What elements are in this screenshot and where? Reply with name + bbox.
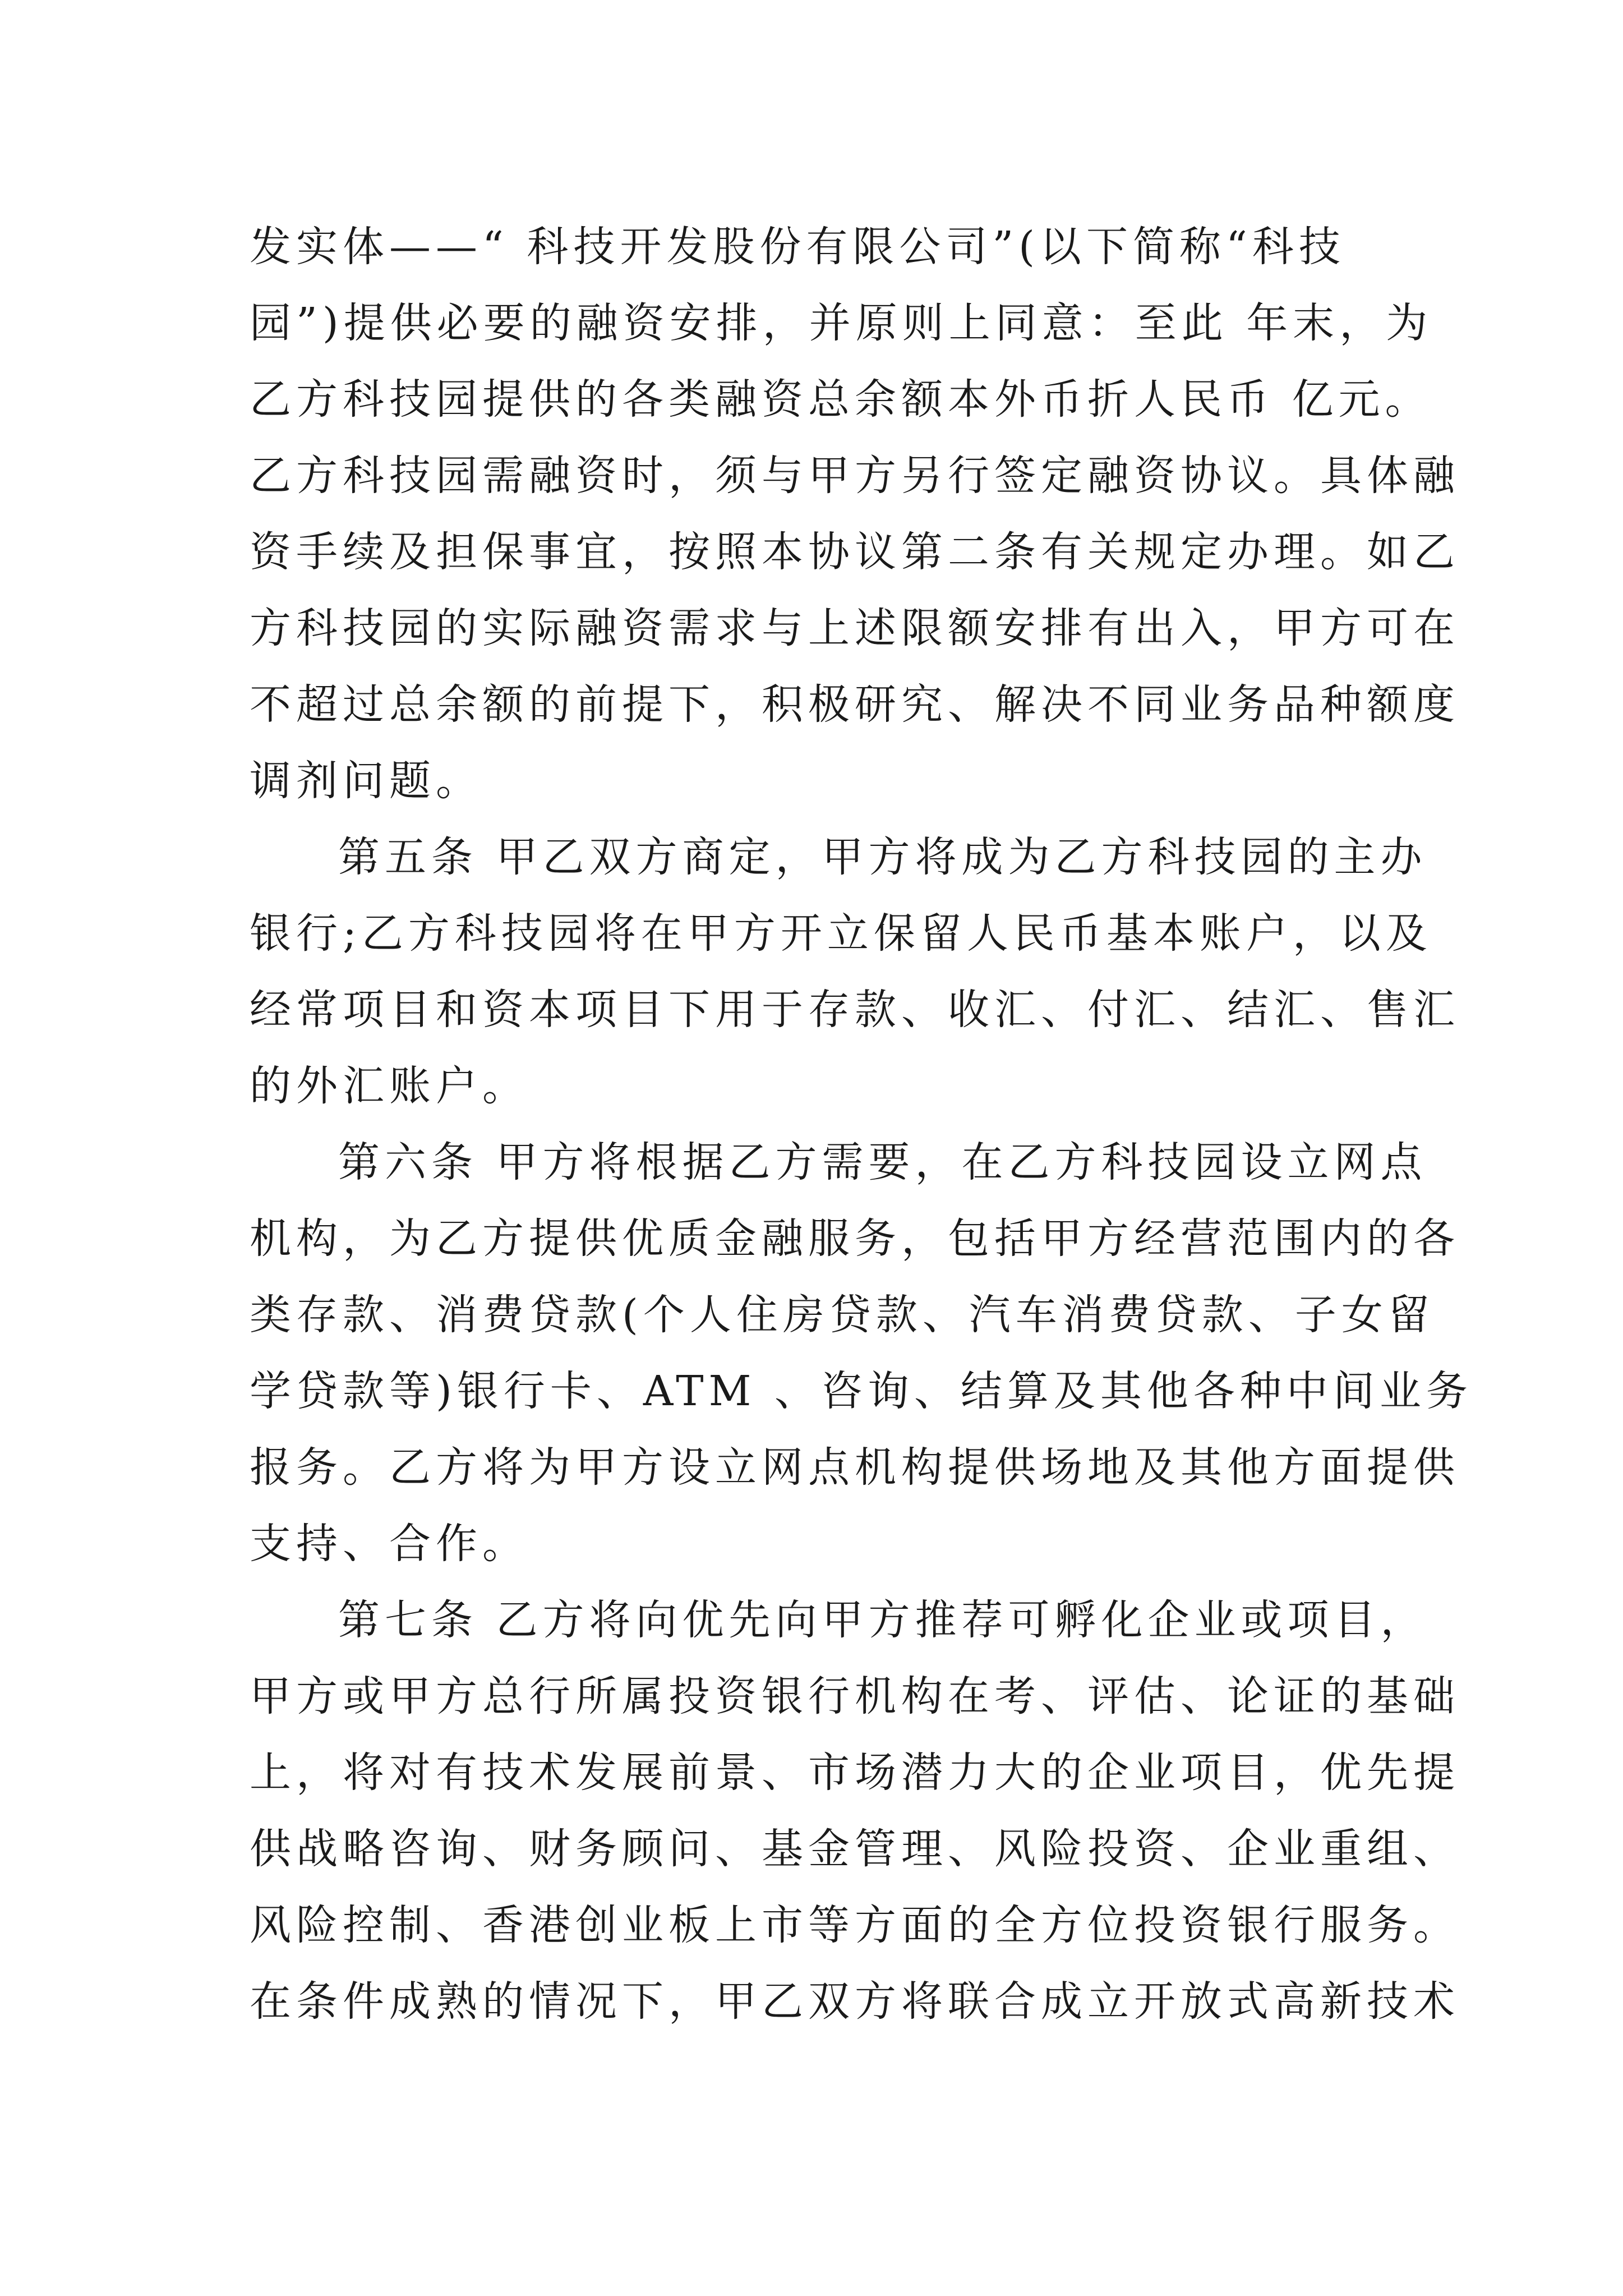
paragraph-article-5 — [250, 819, 1460, 1124]
text-line: 学贷款等)银行卡、ATM 、咨询、结算及其他各种中间业务 — [250, 1367, 1473, 1415]
paragraph-article-6 — [250, 1124, 1473, 1582]
text-line: 发实体——“ 科技开发股份有限公司”(以下简称“科技 — [250, 223, 1345, 271]
text-line: 乙方科技园需融资时，须与甲方另行签定融资协议。具体融 — [250, 452, 1460, 500]
text-line: 上，将对有技术发展前景、市场潜力大的企业项目，优先提 — [250, 1749, 1460, 1797]
text-line: 不超过总余额的前提下，积极研究、解决不同业务品种额度 — [250, 680, 1460, 729]
text-line: 经常项目和资本项目下用于存款、收汇、付汇、结汇、售汇 — [250, 986, 1460, 1034]
document-body — [250, 209, 1473, 2040]
text-line: 第六条 甲方将根据乙方需要，在乙方科技园设立网点 — [338, 1138, 1427, 1186]
text-line: 甲方或甲方总行所属投资银行机构在考、评估、论证的基础 — [250, 1672, 1460, 1720]
paragraph-article-7 — [250, 1582, 1460, 2040]
text-line: 方科技园的实际融资需求与上述限额安排有出入，甲方可在 — [250, 604, 1460, 652]
text-line: 风险控制、香港创业板上市等方面的全方位投资银行服务。 — [250, 1901, 1460, 1949]
text-line: 供战略咨询、财务顾问、基金管理、风险投资、企业重组、 — [250, 1825, 1460, 1873]
text-line: 乙方科技园提供的各类融资总余额本外币折人民币 亿元。 — [250, 375, 1432, 424]
text-line: 机构，为乙方提供优质金融服务，包括甲方经营范围内的各 — [250, 1214, 1460, 1263]
text-line: 报务。乙方将为甲方设立网点机构提供场地及其他方面提供 — [250, 1443, 1460, 1492]
text-line: 资手续及担保事宜，按照本协议第二条有关规定办理。如乙 — [250, 528, 1460, 576]
text-line: 第七条 乙方将向优先向甲方推荐可孵化企业或项目， — [338, 1596, 1427, 1644]
text-line: 类存款、消费贷款(个人住房贷款、汽车消费贷款、子女留 — [250, 1291, 1435, 1339]
text-line: 支持、合作。 — [250, 1520, 529, 1568]
text-line: 的外汇账户。 — [250, 1062, 529, 1110]
text-line: 调剂问题。 — [250, 757, 482, 805]
paragraph-article-4-continued — [250, 209, 1460, 819]
text-line: 在条件成熟的情况下，甲乙双方将联合成立开放式高新技术 — [250, 1977, 1460, 2026]
text-line: 第五条 甲乙双方商定，甲方将成为乙方科技园的主办 — [338, 833, 1427, 881]
text-line: 园”)提供必要的融资安排，并原则上同意：至此 年末，为 — [250, 299, 1433, 347]
text-line: 银行;乙方科技园将在甲方开立保留人民币基本账户，以及 — [250, 909, 1432, 958]
